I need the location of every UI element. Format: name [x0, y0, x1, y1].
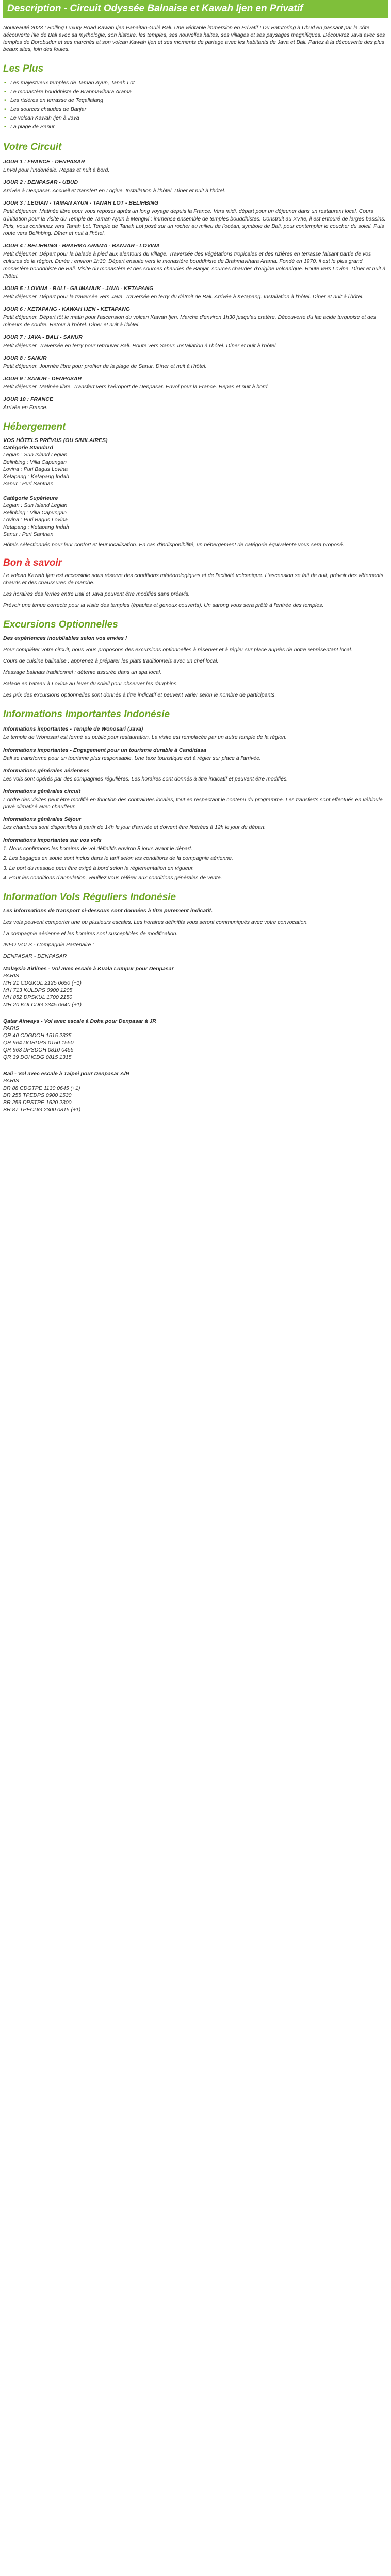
plus-item: • La plage de Sanur	[3, 123, 388, 131]
excursions-text: Massage balinais traditionnel : détente assurée dans un spa local.	[3, 669, 162, 676]
hotels-line: Belihbing : Villa Capungan	[3, 459, 67, 466]
hotels-line: Catégorie Standard	[3, 445, 53, 451]
day-title: JOUR 10 : FRANCE	[3, 396, 53, 403]
vols-important-list	[3, 845, 388, 882]
flight-block	[3, 965, 388, 1008]
excursions-note: Les prix des excursions optionnelles sont donnés à titre indicatif et peuvent varier selon le nombre de participants.	[3, 692, 276, 699]
flight-block-title: Malaysia Airlines - Vol avec escale à Kuala Lumpur pour Denpasar	[3, 965, 174, 972]
plus-heading: Les Plus	[3, 63, 44, 74]
day-text: Petit déjeuner. Départ pour la balade à pied aux alentours du village. Traversée des végétations tropicales et des rizières en terrasse faisant partie de vos cultures de la région. Durée : environ 1h30. Départ ensuite vers le monastère bouddhiste de Brahmavihara Arama. Fondé en 1970, il est le plus grand monastère bouddhiste de Bali. Visite du monastère et des sources chaudes de Banjar, sources chaudes d'origine volcanique. Route vers Lovina. Dîner et nuit à l'hôtel.	[3, 251, 386, 279]
hotels-list	[3, 437, 388, 538]
flights-heading: INFO VOLS - Compagnie Partenaire :	[3, 941, 94, 948]
flight-block	[3, 1070, 388, 1113]
info-title: Informations importantes - Engagement pour un tourisme durable à Candidasa	[3, 747, 206, 753]
vols-important-item: 3. Le port du masque peut être exigé à bord selon la réglementation en vigueur.	[3, 865, 194, 871]
day-text: Petit déjeuner. Départ tôt le matin pour l'ascension du volcan Kawah Ijen. Marche d'environ 1h30 jusqu'au cratère. Découverte du lac acide turquoise et des mineurs de soufre. Retour à l'hôtel. Dîner et nuit à l'hôtel.	[3, 314, 376, 328]
hebergement-heading: Hébergement	[3, 421, 66, 433]
info-text: Bali se transforme pour un tourisme plus responsable. Une taxe touristique est à régler sur place à l'arrivée.	[3, 755, 261, 761]
hotels-line: Lovina : Puri Bagus Lovina	[3, 466, 68, 473]
day-text: Petit déjeuner. Journée libre pour profiter de la plage de Sanur. Dîner et nuit à l'hôtel.	[3, 363, 207, 369]
hotels-line: Belihbing : Villa Capungan	[3, 510, 67, 516]
flight-block	[3, 1018, 388, 1061]
day-title: JOUR 8 : SANUR	[3, 354, 47, 361]
circuit-days	[3, 158, 388, 411]
bonasavoir-heading: Bon à savoir	[3, 557, 62, 569]
hotels-line: Sanur : Puri Santrian	[3, 481, 54, 487]
hotels-note: Hôtels sélectionnés pour leur confort et leur localisation. En cas d'indisponibilité, un hébergement de catégorie équivalente vous sera proposé.	[3, 541, 344, 548]
flight-line: BR 87 TPECDG 2300 0815 (+1)	[3, 1106, 81, 1113]
hotels-line	[3, 487, 388, 495]
plus-item: • Le monastère bouddhiste de Brahmavihara Arama	[3, 88, 388, 96]
day-title: JOUR 2 : DENPASAR - UBUD	[3, 179, 78, 186]
plus-item: • Les rizières en terrasse de Tegallalang	[3, 96, 388, 105]
info-title: Informations générales circuit	[3, 788, 80, 795]
intro-text: Nouveauté 2023 ! Rolling Luxury Road Kawah Ijen Panaitan-Gulé Bali. Une véritable immersion en Privatif ! Du Batutoring à Ubud en passant par la côte découverte l'ile de Bali avec sa mythologie, son histoire, les temples, ses nouvelles haltes, ses villages et ses paysages magnifiques. Découvrez Java avec ses temples de Borobudur et ses marchés et son volcan Kawah Ijen et ses moments de partage avec les habitants de Java et Bali. Partez à la découverte des plus beaux sites, loin des foules.	[3, 25, 385, 53]
day-title: JOUR 1 : FRANCE - DENPASAR	[3, 159, 85, 165]
bonasavoir-text: Le volcan Kawah Ijen est accessible sous réserve des conditions météorologiques et de l'activité volcanique. L'ascension se fait de nuit, prévoir des vêtements chauds et des chaussures de marche.	[3, 572, 384, 586]
hotels-line: Legian : Sun Island Legian	[3, 502, 68, 509]
info-title: Informations générales aériennes	[3, 767, 90, 774]
flight-line: MH 852 DPSKUL 1700 2150	[3, 994, 73, 1001]
bonasavoir-text: Prévoir une tenue correcte pour la visite des temples (épaules et genoux couverts). Un sarong vous sera prêté à l'entrée des temples.	[3, 602, 324, 609]
excursions-text: Pour compléter votre circuit, nous vous proposons des excursions optionnelles à réserver et à régler sur place auprès de notre représentant local.	[3, 647, 353, 653]
flight-line: BR 88 CDGTPE 1130 0645 (+1)	[3, 1084, 80, 1091]
day-title: JOUR 9 : SANUR - DENPASAR	[3, 376, 82, 382]
page	[0, 0, 391, 1113]
day-title: JOUR 4 : BELIHBING - BRAHMA ARAMA - BANJAR - LOVINA	[3, 243, 160, 249]
hotels-line: Ketapang : Ketapang Indah	[3, 473, 69, 480]
day-text: Arrivée en France.	[3, 404, 48, 411]
hotels-line: Legian : Sun Island Legian	[3, 452, 68, 459]
vols-text: La compagnie aérienne et les horaires sont susceptibles de modification.	[3, 930, 178, 937]
flights-subheading: DENPASAR - DENPASAR	[3, 953, 67, 959]
info-text: Les vols sont opérés par des compagnies régulières. Les horaires sont donnés à titre indicatif et peuvent être modifiés.	[3, 775, 288, 782]
day-title: JOUR 7 : JAVA - BALI - SANUR	[3, 334, 83, 341]
flight-line: MH 713 KULDPS 0900 1205	[3, 987, 73, 993]
day-text: Arrivée à Denpasar. Accueil et transfert en Logiue. Installation à l'hôtel. Dîner et nuit à l'hôtel.	[3, 188, 226, 194]
day-title: JOUR 5 : LOVINA - BALI - GILIMANUK - JAVA - KETAPANG	[3, 285, 154, 292]
hotels-line: Ketapang : Ketapang Indah	[3, 524, 69, 531]
hotels-line: Catégorie Supérieure	[3, 495, 58, 502]
info-text: Le temple de Wonosari est fermé au public pour restauration. La visite est remplacée par un autre temple de la région.	[3, 734, 287, 741]
page-title-banner: Description - Circuit Odyssée Balnaise et Kawah Ijen en Privatif	[3, 0, 388, 18]
info-title: Informations importantes - Temple de Wonosari (Java)	[3, 726, 143, 733]
flight-line: PARIS	[3, 1025, 19, 1031]
flight-line: BR 256 DPSTPE 1620 2300	[3, 1099, 72, 1106]
day-text: Petit déjeuner. Matinée libre pour vous reposer après un long voyage depuis la France. Vers midi, départ pour un déjeuner dans un restaurant local. Cours d'initiation pour la visite du Temple de Taman Ayun à Mengwi : immense ensemble de temples bouddhistes. Construit au XVIIe, il est entouré de larges bassins. Puis, vous continuez vers Tanah Lot. Temple de Tanah Lot posé sur un rocher au milieu de l'océan, symbole de Bali, pour contempler le coucher du soleil. Puis route vers Belihbing. Dîner et nuit à l'hôtel.	[3, 208, 386, 237]
info-text: Les chambres sont disponibles à partir de 14h le jour d'arrivée et doivent être libérées à 12h le jour du départ.	[3, 824, 266, 831]
day-title: JOUR 6 : KETAPANG - KAWAH IJEN - KETAPANG	[3, 306, 130, 313]
info-text: L'ordre des visites peut être modifié en fonction des contraintes locales, tout en respectant le contenu du programme. Les transferts sont effectués en véhicule privé climatisé avec chauffeur.	[3, 796, 383, 810]
day-text: Envol pour l'Indonésie. Repas et nuit à bord.	[3, 167, 110, 173]
day-text: Petit déjeuner. Traversée en ferry pour retrouver Bali. Route vers Sanur. Installation à l'hôtel. Dîner et nuit à l'hôtel.	[3, 342, 278, 349]
excursions-subheading: Des expériences inoubliables selon vos envies !	[3, 635, 127, 642]
day-text: Petit déjeuner. Départ pour la traversée vers Java. Traversée en ferry du détroit de Bali. Arrivée à Ketapang. Installation à l'hôtel. Dîner et nuit à l'hôtel.	[3, 294, 364, 300]
flight-line: BR 255 TPEDPS 0900 1530	[3, 1092, 72, 1098]
vols-intro: Les informations de transport ci-dessous sont données à titre purement indicatif.	[3, 907, 213, 914]
flight-line: QR 964 DOHDPS 0150 1550	[3, 1039, 74, 1046]
flight-line: PARIS	[3, 972, 19, 979]
flight-block-title: Qatar Airways - Vol avec escale à Doha pour Denpasar à JR	[3, 1018, 156, 1024]
flight-line: MH 21 CDGKUL 2125 0650 (+1)	[3, 979, 82, 986]
excursions-heading: Excursions Optionnelles	[3, 619, 118, 631]
vols-important-item: 2. Les bagages en soute sont inclus dans le tarif selon les conditions de la compagnie aérienne.	[3, 855, 233, 861]
flight-block-title: Bali - Vol avec escale à Taipei pour Denpasar A/R	[3, 1070, 130, 1077]
flight-line: QR 40 CDGDOH 1515 2335	[3, 1032, 72, 1039]
plus-item: • Les majestueux temples de Taman Ayun, Tanah Lot	[3, 79, 388, 88]
info-title: Informations générales Séjour	[3, 816, 82, 823]
excursions-text: Cours de cuisine balinaise : apprenez à préparer les plats traditionnels avec un chef local.	[3, 658, 219, 665]
infos-heading: Informations Importantes Indonésie	[3, 709, 170, 720]
plus-list	[3, 79, 388, 131]
vols-text: Les vols peuvent comporter une ou plusieurs escales. Les horaires définitifs vous seront communiqués avec votre convocation.	[3, 919, 308, 925]
excursions-text: Balade en bateau à Lovina au lever du soleil pour observer les dauphins.	[3, 681, 178, 687]
plus-item: • Le volcan Kawah Ijen à Java	[3, 114, 388, 123]
vols-important-item: 4. Pour les conditions d'annulation, veuillez vous référer aux conditions générales de vente.	[3, 874, 222, 881]
plus-item: • Les sources chaudes de Banjar	[3, 105, 388, 114]
day-title: JOUR 3 : LEGIAN - TAMAN AYUN - TANAH LOT - BELIHBING	[3, 200, 159, 207]
vols-heading: Information Vols Réguliers Indonésie	[3, 891, 176, 903]
flight-line: MH 20 KULCDG 2345 0640 (+1)	[3, 1001, 82, 1008]
flight-line: PARIS	[3, 1077, 19, 1084]
vols-important-item: 1. Nous confirmons les horaires de vol définitifs environ 8 jours avant le départ.	[3, 845, 193, 852]
circuit-heading: Votre Circuit	[3, 142, 62, 152]
hotels-line: VOS HÔTELS PRÉVUS (OU SIMILAIRES)	[3, 437, 108, 444]
bonasavoir-text: Les horaires des ferries entre Bali et Java peuvent être modifiés sans préavis.	[3, 591, 190, 598]
flight-line: QR 963 DPSDOH 0810 0455	[3, 1046, 74, 1053]
hotels-line: Sanur : Puri Santrian	[3, 531, 54, 538]
vols-important-heading: Informations importantes sur vos vols	[3, 837, 102, 843]
hotels-line: Lovina : Puri Bagus Lovina	[3, 517, 68, 523]
day-text: Petit déjeuner. Matinée libre. Transfert vers l'aéroport de Denpasar. Envol pour la France. Repas et nuit à bord.	[3, 384, 269, 391]
flight-line: QR 39 DOHCDG 0815 1315	[3, 1054, 72, 1060]
